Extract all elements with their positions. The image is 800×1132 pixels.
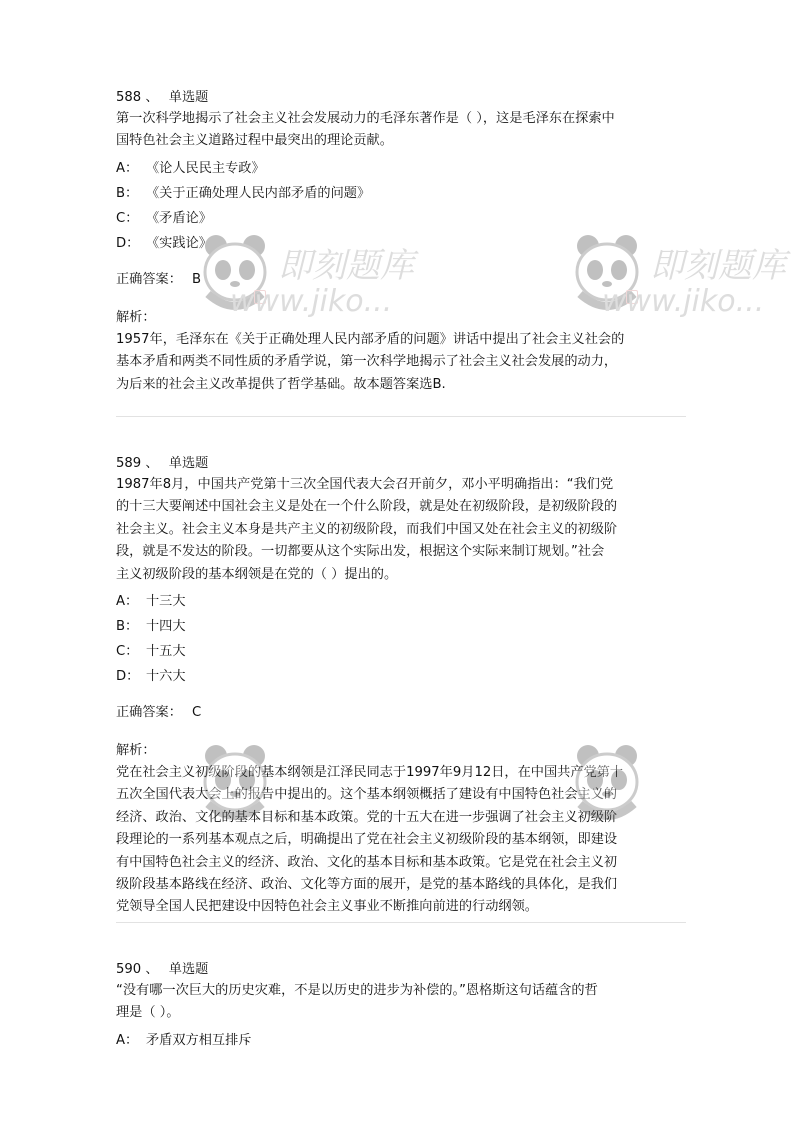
explanation-line: 党领导全国人民把建设中因特色社会主义事业不断推向前进的行动纲领。: [116, 899, 538, 915]
stem-line: 段，就是不发达的阶段。一切都要从这个实际出发，根据这个实际来制订规划。”社会: [116, 544, 605, 560]
option-c: [116, 209, 686, 234]
stem-line: 第一次科学地揭示了社会主义社会发展动力的毛泽东著作是（ ），这是毛泽东在探索中: [116, 111, 615, 126]
answer-label: 正确答案：: [116, 271, 182, 287]
option-d: [116, 234, 686, 259]
explanation-line: 1957年，毛泽东在《关于正确处理人民内部矛盾的问题》讲话中提出了社会主义社会的: [116, 331, 625, 347]
option-d: [116, 667, 686, 692]
stem-line: 社会主义。社会主义本身是共产主义的初级阶段，而我们中国又处在社会主义的初级阶: [116, 521, 618, 537]
stem-line: 主义初级阶段的基本纲领是在党的（ ）提出的。: [116, 566, 398, 582]
option-text: 十三大: [146, 594, 186, 610]
section-divider: [116, 922, 686, 923]
explanation-text: [116, 762, 686, 919]
question-stem: [116, 108, 686, 153]
option-letter: A：: [116, 594, 139, 610]
question-header: [116, 88, 686, 108]
option-text: 《实践论》: [146, 235, 212, 251]
explanation-line: 经济、政治、文化的基本目标和基本政策。党的十五大在进一步强调了社会主义初级阶: [116, 809, 618, 825]
question-number: 590 、: [116, 962, 159, 977]
option-text: 十四大: [146, 619, 186, 635]
question-header: [116, 960, 686, 980]
option-letter: C：: [116, 644, 139, 660]
explanation-line: 级阶段基本路线在经济、政治、文化等方面的展开，是党的基本路线的具体化，是我们: [116, 877, 618, 893]
explanation-line: 有中国特色社会主义的经济、政治、文化的基本目标和基本政策。它是党在社会主义初: [116, 854, 618, 870]
option-letter: A：: [116, 1032, 139, 1048]
option-a: [116, 1031, 686, 1056]
option-b: [116, 184, 686, 209]
answer-value: B: [191, 271, 201, 287]
answer-label: 正确答案：: [116, 705, 182, 721]
explanation-line: 党在社会主义初级阶段的基本纲领是江泽民同志于1997年9月12日，在中国共产党第十: [116, 765, 624, 781]
question-type: 单选题: [168, 90, 209, 105]
explanation-text: [116, 329, 686, 396]
watermark-brand: 即刻题库: [650, 246, 786, 286]
question-header: [116, 454, 686, 474]
explanation-label: 解析：: [116, 309, 156, 325]
option-text: 《论人民民主专政》: [146, 160, 265, 176]
explanation-line: 段理论的一系列基本观点之后，明确提出了党在社会主义初级阶段的基本纲领，即建设: [116, 832, 618, 848]
correct-answer: [116, 269, 686, 291]
option-letter: B：: [116, 619, 139, 635]
explanation-line: 五次全国代表大会上的报告中提出的。这个基本纲领概括了建设有中国特色社会主义的: [116, 787, 618, 803]
option-letter: B：: [116, 185, 139, 201]
correct-answer: [116, 702, 686, 724]
option-a: [116, 592, 686, 617]
option-letter: C：: [116, 210, 139, 226]
question-stem: [116, 980, 686, 1025]
watermark-brand: 即刻题库: [278, 246, 414, 286]
stem-line: “没有哪一次巨大的历史灾难，不是以历史的进步为补偿的。”恩格斯这句话蕴含的哲: [116, 983, 598, 998]
watermark-url: www.jiko...: [230, 284, 393, 319]
explanation-label: 解析：: [116, 743, 156, 759]
explanation-line: 基本矛盾和两类不同性质的矛盾学说，第一次科学地揭示了社会主义社会发展的动力，: [116, 354, 618, 370]
stem-line: 的十三大要阐述中国社会主义是处在一个什么阶段，就是处在初级阶段，是初级阶段的: [116, 499, 618, 515]
option-letter: D：: [116, 235, 140, 251]
answer-value: C: [191, 705, 202, 721]
stem-line: 理是（ ）。: [116, 1005, 180, 1021]
option-c: [116, 642, 686, 667]
question-type: 单选题: [168, 962, 209, 977]
watermark-url: www.jiko...: [602, 284, 765, 319]
question-588: [116, 88, 686, 396]
option-a: [116, 159, 686, 184]
option-text: 《关于正确处理人民内部矛盾的问题》: [146, 185, 371, 201]
question-590: [116, 960, 686, 1056]
option-b: [116, 617, 686, 642]
question-number: 589 、: [116, 456, 159, 471]
option-letter: A：: [116, 160, 139, 176]
option-text: 十五大: [146, 644, 186, 660]
stem-line: 国特色社会主义道路过程中最突出的理论贡献。: [116, 133, 393, 149]
option-text: 矛盾双方相互排斥: [146, 1032, 252, 1048]
stem-line: 1987年8月，中国共产党第十三次全国代表大会召开前夕，邓小平明确指出：“我们党: [116, 477, 614, 492]
section-divider: [116, 416, 686, 417]
option-letter: D：: [116, 669, 140, 685]
explanation-line: 为后来的社会主义改革提供了哲学基础。故本题答案选B.: [116, 376, 446, 392]
option-text: 十六大: [146, 669, 186, 685]
question-589: [116, 454, 686, 919]
question-number: 588 、: [116, 90, 159, 105]
question-stem: [116, 474, 686, 586]
option-text: 《矛盾论》: [146, 210, 212, 226]
question-type: 单选题: [168, 456, 209, 471]
